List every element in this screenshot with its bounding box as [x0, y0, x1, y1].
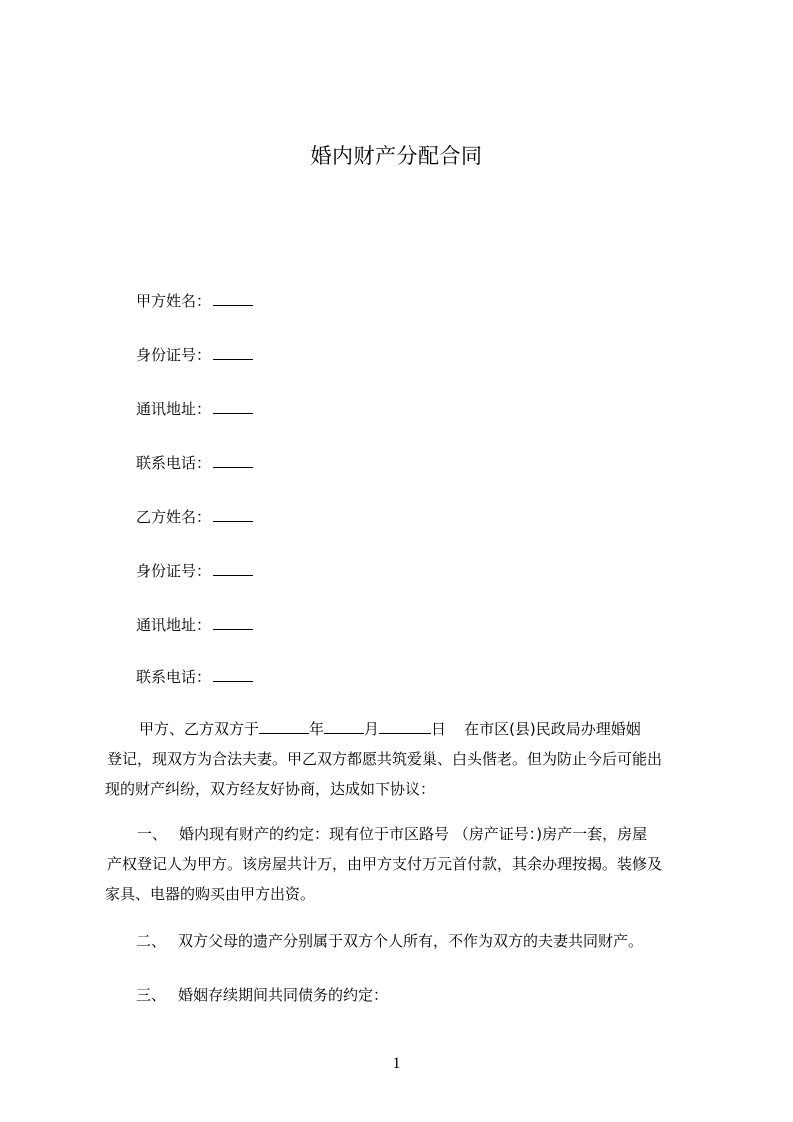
party-a-id-field [136, 344, 253, 366]
clause-three [136, 984, 388, 1006]
clause-one-line-2: 产权登记人为甲方。该房屋共计万，由甲方支付万元首付款，其余办理按揭。装修及 [107, 855, 663, 873]
fill-in-blank[interactable] [213, 453, 253, 468]
clause-one-line-1: 一、 婚内现有财产的约定：现有位于市区路号 （房产证号：)房产一套，房屋 [137, 825, 648, 843]
clause-text: 婚姻存续期间共同债务的约定： [178, 986, 389, 1004]
field-label: 联系电话： [136, 668, 212, 686]
clause-number: 一、 [137, 825, 168, 843]
field-label: 通讯地址： [136, 400, 212, 418]
field-label: 甲方姓名： [136, 292, 212, 310]
clause-two [136, 930, 643, 952]
page-number: 1 [392, 1055, 401, 1072]
party-a-phone-field [136, 452, 253, 474]
fill-in-blank[interactable] [213, 345, 253, 360]
field-label: 乙方姓名： [136, 508, 212, 526]
month-blank[interactable] [324, 719, 364, 734]
party-b-name-field [136, 506, 253, 528]
field-label: 通讯地址： [136, 616, 212, 634]
field-label: 身份证号： [136, 562, 212, 580]
intro-line-2: 登记，现双方为合法夫妻。甲乙双方都愿共筑爱巢、白头偕老。但为防止今后可能出 [107, 750, 663, 768]
fill-in-blank[interactable] [213, 399, 253, 414]
intro-paragraph [105, 714, 700, 804]
clause-number: 二、 [136, 932, 167, 950]
intro-line-1: 甲方、乙方双方于 年 月 日 在市区(县)民政局办理婚姻 [139, 720, 641, 738]
intro-line-3: 现的财产纠纷，双方经友好协商，达成如下协议： [105, 780, 436, 798]
party-b-address-field [136, 614, 253, 636]
document-title: 婚内财产分配合同 [310, 144, 483, 168]
year-blank[interactable] [259, 719, 309, 734]
day-blank[interactable] [379, 719, 431, 734]
fill-in-blank[interactable] [213, 291, 253, 306]
party-a-name-field [136, 290, 253, 312]
clause-one [105, 819, 700, 909]
fill-in-blank[interactable] [213, 615, 253, 630]
field-label: 身份证号： [136, 346, 212, 364]
party-b-id-field [136, 560, 253, 582]
party-b-phone-field [136, 666, 253, 688]
fill-in-blank[interactable] [213, 507, 253, 522]
clause-number: 三、 [136, 986, 167, 1004]
party-a-address-field [136, 398, 253, 420]
fill-in-blank[interactable] [213, 561, 253, 576]
clause-one-line-3: 家具、电器的购买由甲方出资。 [105, 885, 316, 903]
clause-text: 双方父母的遗产分别属于双方个人所有，不作为双方的夫妻共同财产。 [178, 932, 644, 950]
fill-in-blank[interactable] [213, 667, 253, 682]
field-label: 联系电话： [136, 454, 212, 472]
